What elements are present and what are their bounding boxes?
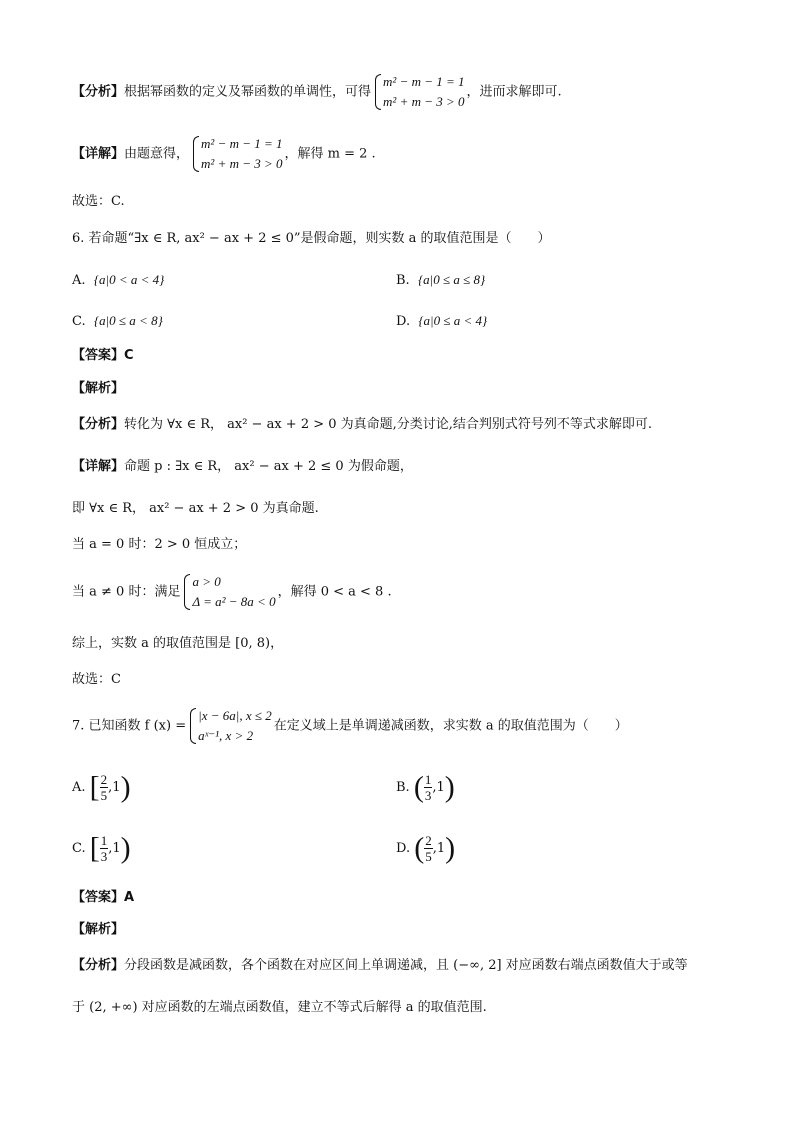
q7-option-c[interactable]	[72, 833, 131, 864]
system-eq1: a > 0	[192, 574, 221, 589]
option-tail: ,1	[432, 841, 446, 856]
q6-detail-line-4	[72, 572, 392, 612]
q7-stem-tail: 在定义域上是单调递减函数，求实数 a 的取值范围为（ ）	[273, 718, 628, 734]
system-eq1: m² − m − 1 = 1	[201, 136, 283, 151]
system-eq2: m² + m − 3 > 0	[383, 94, 465, 109]
left-bracket: [	[89, 770, 100, 804]
option-letter: D.	[396, 314, 411, 329]
analysis-tag: 【分析】	[72, 958, 125, 973]
analysis-tag: 【分析】	[72, 84, 125, 100]
denominator: 3	[100, 849, 108, 864]
q7-analysis-text-2: 于 (2, +∞) 对应函数的左端点函数值，建立不等式后解得 a 的取值范围.	[72, 1000, 487, 1015]
right-bracket: )	[120, 770, 131, 804]
q7-analysis-line	[72, 957, 688, 975]
q6-choice: 故选：C	[72, 672, 121, 687]
option-text: {a|0 ≤ a < 4}	[418, 313, 488, 328]
q6-detail-text-2: 即 ∀x ∈ R， ax² − ax + 2 > 0 为真命题.	[72, 501, 319, 516]
q5-detail-line	[72, 134, 376, 174]
numerator: 2	[425, 833, 432, 848]
q6-analysis-line	[72, 416, 652, 434]
q6-detail-text-3: 当 a = 0 时：2 > 0 恒成立；	[72, 537, 247, 552]
q6-option-d[interactable]	[396, 311, 487, 332]
numerator: 2	[100, 772, 108, 787]
q5-detail-tail: ，解得 m = 2 .	[284, 146, 376, 162]
fraction	[100, 833, 109, 864]
option-tail: ,1	[108, 780, 121, 795]
q6-detail-line	[72, 458, 413, 476]
q6-detail-system	[182, 572, 275, 612]
q7-option-a[interactable]	[72, 772, 131, 803]
detail-tag: 【详解】	[72, 459, 125, 474]
q6-option-b[interactable]	[396, 270, 485, 291]
q7-jiexi: 【解析】	[72, 922, 125, 937]
q5-analysis-text: 根据幂函数的定义及幂函数的单调性，可得	[124, 84, 372, 100]
q7-option-b[interactable]	[396, 772, 455, 803]
option-letter: A.	[72, 273, 86, 288]
numerator: 1	[424, 772, 432, 787]
fraction	[100, 772, 109, 803]
option-letter: C.	[72, 841, 86, 856]
option-letter: D.	[396, 841, 411, 856]
q5-analysis-system	[373, 72, 465, 112]
analysis-tag: 【分析】	[72, 417, 125, 432]
q6-detail-tail: ，解得 0 < a < 8 .	[277, 584, 392, 600]
q5-choice: 故选：C.	[72, 194, 125, 209]
system-eq2: Δ = a² − 8a < 0	[192, 594, 276, 609]
system-eq1: m² − m − 1 = 1	[383, 74, 465, 89]
option-letter: B.	[396, 780, 410, 795]
q6-analysis-text: 转化为 ∀x ∈ R， ax² − ax + 2 > 0 为真命题,分类讨论,结合判别式符号列不等式求解即可.	[124, 417, 653, 432]
q5-detail-text: 由题意得，	[124, 146, 190, 162]
q6-jiexi: 【解析】	[72, 381, 125, 396]
option-letter: A.	[72, 780, 86, 795]
option-text: {a|0 ≤ a < 8}	[93, 313, 163, 328]
q6-detail-text-1: 命题 p : ∃x ∈ R， ax² − ax + 2 ≤ 0 为假命题，	[124, 459, 413, 474]
left-bracket: [	[89, 831, 100, 865]
option-tail: ,1	[432, 780, 445, 795]
fraction	[424, 833, 433, 864]
left-bracket: (	[414, 831, 425, 865]
q6-detail-text-4: 当 a ≠ 0 时：满足	[72, 584, 181, 600]
q7-option-d[interactable]	[396, 833, 455, 864]
q7-analysis-text-1: 分段函数是减函数，各个函数在对应区间上单调递减，且 (−∞, 2] 对应函数右端点函数值大于或等	[124, 958, 688, 973]
q6-stem: 6. 若命题“∃x ∈ R, ax² − ax + 2 ≤ 0”是假命题，则实数 a 的取值范围是（ ）	[72, 231, 551, 246]
right-bracket: )	[445, 831, 456, 865]
denominator: 3	[424, 788, 432, 803]
piece-2: aˣ⁻¹, x > 2	[198, 728, 254, 743]
denominator: 5	[425, 849, 432, 864]
q7-stem-line	[72, 706, 628, 746]
numerator: 1	[100, 833, 108, 848]
q5-analysis-tail: ，进而求解即可.	[466, 84, 562, 100]
denominator: 5	[100, 788, 108, 803]
system-eq2: m² + m − 3 > 0	[201, 156, 283, 171]
option-tail: ,1	[108, 841, 121, 856]
q7-stem-text: 7. 已知函数 f (x) =	[72, 718, 187, 734]
q5-analysis-line	[72, 72, 562, 112]
option-text: {a|0 ≤ a ≤ 8}	[417, 272, 486, 287]
left-bracket: (	[413, 770, 424, 804]
right-bracket: )	[444, 770, 455, 804]
right-bracket: )	[120, 831, 131, 865]
q6-option-a[interactable]	[72, 270, 164, 291]
detail-tag: 【详解】	[72, 146, 125, 162]
q7-answer: 【答案】A	[72, 890, 135, 905]
q6-option-c[interactable]	[72, 311, 163, 332]
option-text: {a|0 < a < 4}	[93, 272, 165, 287]
q5-detail-system	[191, 134, 283, 174]
q6-answer: 【答案】C	[72, 348, 134, 363]
piece-1: |x − 6a|, x ≤ 2	[198, 708, 272, 723]
option-letter: B.	[396, 273, 410, 288]
q6-detail-text-5: 综上，实数 a 的取值范围是 [0, 8)，	[72, 636, 284, 651]
q7-piecewise	[188, 706, 272, 746]
option-letter: C.	[72, 314, 86, 329]
